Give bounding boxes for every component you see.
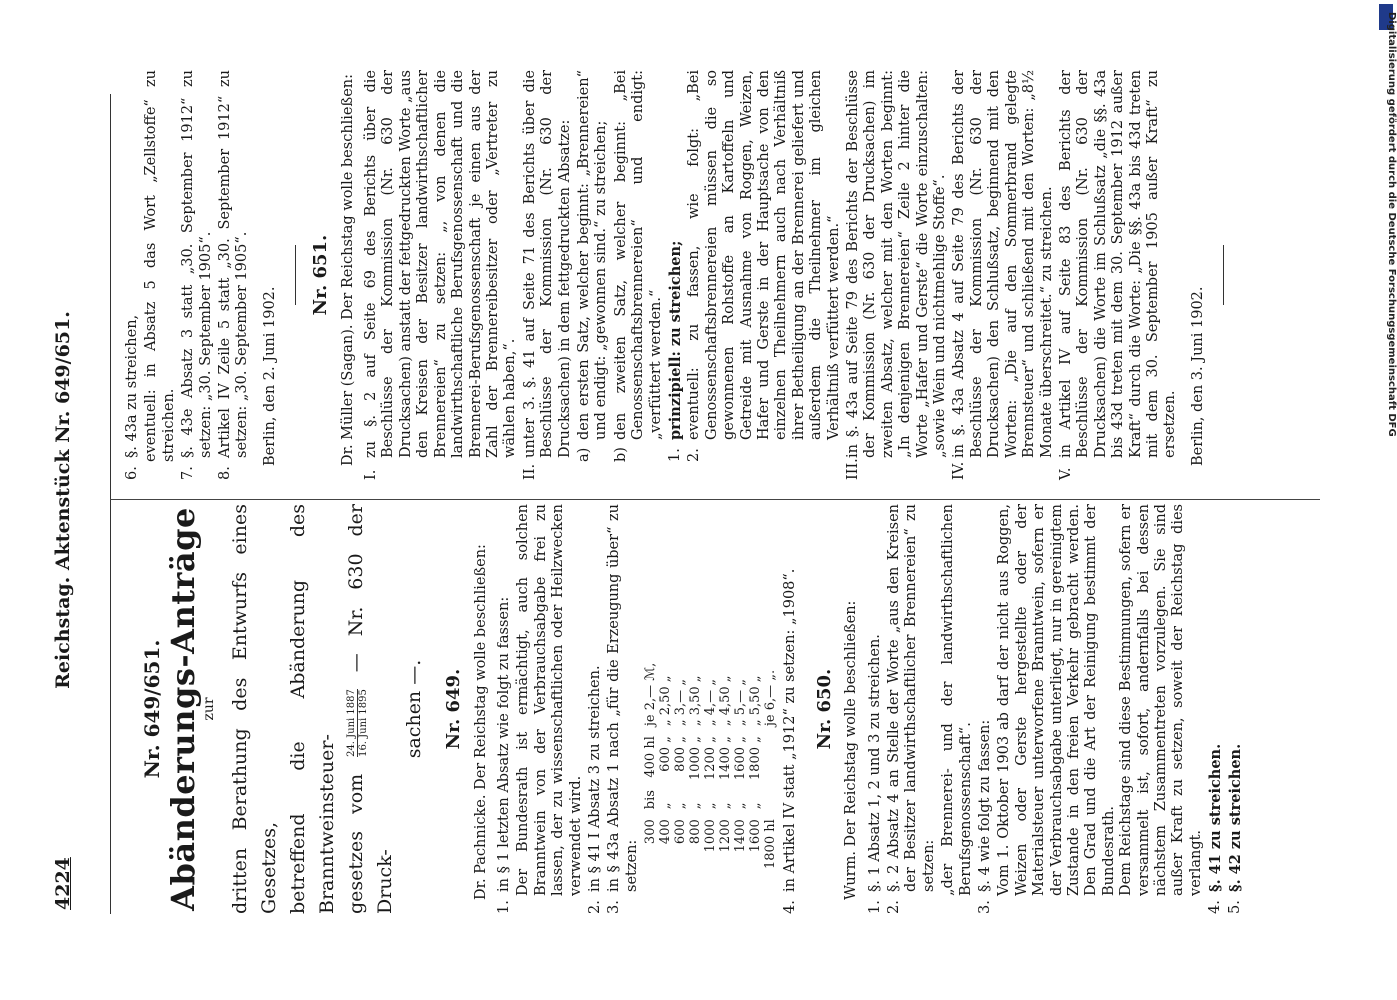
list-item: 1. §. 1 Absatz 1, 2 und 3 zu streichen. [866, 634, 883, 914]
motion-649: Dr. Pachnicke. Der Reichstag wolle beschließen: [472, 544, 489, 900]
date-line: Berlin, den 2. Juni 1902. [261, 286, 278, 466]
quote-block: „der Brennerei- und der landwirthschaftlichen Berufsgenossenschaft“. [940, 504, 974, 896]
list-item: 8. Artikel IV Zeile 5 statt „30. September 1912“ zu setzen: „30. September 1905“. [217, 70, 251, 480]
date-top: 24. Juni 1887 [345, 689, 357, 757]
list-item: b) den zweiten Satz, welcher beginnt: „Bei Genossenschaftsbrennereien“ und endigt: „verfüttert werden.“ [612, 70, 664, 462]
quote-block: Der Bundesrath ist ermächtigt, auch solchen Branntwein von der Verbrauchsabgabe frei zu lassen, der zu wissenschaftlichen oder Heilzwecken verwendet wird. [515, 504, 584, 896]
list-item: 3. §. 4 wie folgt zu fassen: [976, 719, 993, 914]
header-rule [110, 94, 111, 914]
document-number: Nr. 649/651. [140, 639, 164, 779]
list-item: 2. in § 41 I Absatz 3 zu streichen. [587, 665, 604, 914]
motion-650: Wurm. Der Reichstag wolle beschließen: [843, 600, 860, 900]
table-row: 1600 „ 1800 „ „ 5,50 „ [748, 675, 764, 853]
table-row: 1200 „ 1400 „ „ 4,50 „ [718, 675, 734, 853]
intro-line-2: betreffend die Abänderung des Branntweinsteuer- [287, 504, 339, 914]
eventual-clause: eventuell: in Absatz 5 das Wort „Zellstoffe“ zu streichen. [143, 70, 177, 462]
dfg-text: DFG [1386, 413, 1397, 437]
list-item: 3. in § 43a Absatz 1 nach „für die Erzeugung über“ zu setzen: [606, 504, 640, 914]
quote-block: Dem Reichstage sind diese Bestimmungen, sofern er versammelt ist, sofort, andernfalls bei dessen nächstem Zusammentreten vorzulegen. Sie sind außer Kraft zu setzen, soweit der Reichstag dies verlangt. [1118, 504, 1204, 896]
credit-text: Digitalisierung gefördert durch die Deutsche Forschungsgemeinschaft [1386, 12, 1397, 410]
intro-text [226, 504, 429, 914]
column-divider [110, 499, 1320, 500]
date-line: Berlin, den 3. Juni 1902. [1189, 286, 1206, 466]
intro-line-4: sachen —. [403, 659, 426, 759]
page-number: 4224 [52, 857, 74, 910]
right-column [122, 70, 1240, 480]
law-dates [346, 689, 369, 757]
table-row: 400 „ 600 „ „ 2,50 „ [658, 675, 674, 845]
list-item: a) den ersten Satz, welcher beginnt: „Brennereien“ und endigt: „gewonnen sind.“ zu streichen; [575, 70, 610, 462]
separator [295, 245, 296, 305]
list-item: 2. eventuell: zu fassen, wie folgt: „Bei Genossenschaftsbrennereien müssen die so gewonnenen Rohstoffe an Kartoffeln und Getreide mit Ausnahme von Roggen, Weizen, Hafer und Gerste in der Hauptsache von den einzelnen Theilnehmern auch nach Verhältniß ihrer Betheiligung an der Brennerei geliefert und außerdem die Theilnehmer im gleichen Verhältniß verfüttert werden.“ [686, 70, 842, 462]
list-item: II. unter 3. §. 41 auf Seite 71 des Berichts über die Beschlüsse der Kommission (Nr. 630 der Drucksachen) in dem fettgedruckten Absatze: [521, 70, 573, 480]
table-row: 1800 hl je 6,— „. [763, 669, 779, 869]
intro-line-1: dritten Berathung des Entwurfs eines Gesetzes, [229, 504, 281, 914]
table-row: 1400 „ 1600 „ „ 5,— „ [733, 679, 749, 853]
list-item: 4. §. 41 zu streichen. [1207, 743, 1225, 914]
list-item: 7. §. 43e Absatz 3 statt „30. September 1912“ zu setzen: „30. September 1905“. [180, 70, 214, 480]
section-heading-651: Nr. 651. [310, 234, 332, 316]
list-item: 1. in § 1 letzten Absatz wie folgt zu fassen: [496, 596, 513, 914]
digitization-sidebar [1375, 0, 1397, 1000]
separator [1223, 245, 1224, 305]
table-row: 800 „ 1000 „ „ 3,50 „ [688, 675, 704, 845]
list-item: 1. prinzipiell: zu streichen; [666, 240, 684, 462]
running-title: Reichstag. Aktenstück Nr. 649/651. [52, 311, 74, 689]
page-header [20, 0, 80, 1000]
section-heading-649: Nr. 649. [443, 668, 465, 750]
list-item: 2. §. 2 Absatz 4 an Stelle der Worte „aus den Kreisen der Besitzer landwirthschaftlicher Brennereien“ zu setzen: [885, 504, 937, 914]
list-item: 6. §. 43a zu streichen, [124, 314, 140, 480]
list-item: I. zu §. 2 auf Seite 69 des Berichts über die Beschlüsse der Kommission (Nr. 630 der Drucksachen) anstatt der fettgedruckten Worte „aus den Kreisen der Besitzer landwirthschaftlicher Brennereien“ zu setzen: „, von denen die landwirthschaftliche Berufsgenossenschaft und die Brennerei-Berufsgenossenschaft je einen aus der Zahl der Brennereibesitzer oder „Vertreter zu wählen haben,“. [363, 70, 519, 480]
digitization-credit [1375, 12, 1397, 972]
list-item: III. in §. 43a auf Seite 79 des Berichts der Beschlüsse der Kommission (Nr. 630 der Drucksachen) im zweiten Absatz, welcher mit den Worten beginnt: „In denjenigen Brennereien“ Zeile 2 hinter die Worte „Hafer und Gerste“ die Worte einzuschalten: „sowie Wein und nichtmehlige Stoffe“. [845, 70, 949, 480]
date-bottom: 16. Juni 1895 [357, 689, 369, 757]
list-item: 5. §. 42 zu streichen. [1226, 743, 1244, 914]
table-row: 1000 „ 1200 „ „ 4,— „ [703, 679, 719, 853]
intro-line-3: gesetzes vom 24. Juni 1887 16. Juni 1895 — Nr. 630 der Druck- [345, 504, 397, 914]
list-item: V. in Artikel IV auf Seite 83 des Berichts der Beschlüsse der Kommission (Nr. 630 der Drucksachen) die Worte im Schlußsatz „die §§. 43a bis 43d treten mit dem 30. September 1912 außer Kraft“ durch die Worte: „Die §§. 43a bis 43d treten mit dem 30. September 1905 außer Kraft“ zu ersetzen. [1057, 70, 1179, 480]
list-item: 4. in Artikel IV statt „1912“ zu setzen: „1908“. [782, 568, 799, 914]
table-row: 300 bis 400 hl je 2,— ℳ, [643, 662, 659, 845]
rates-table [643, 658, 778, 874]
zur-word: zur [200, 697, 217, 721]
list-item: IV. in §. 43a Absatz 4 auf Seite 79 des Berichts der Beschlüsse der Kommission (Nr. 630 der Drucksachen) den Schlußsatz, beginnend mit den Worten: „Die auf den Sommerbrand gelegte Brennsteuer“ und schließend mit den Worten: „8½ Monate überschreitet.“ zu streichen. [951, 70, 1055, 480]
table-row: 600 „ 800 „ „ 3,— „ [673, 679, 689, 845]
motion-651: Dr. Müller (Sagan). Der Reichstag wolle beschließen: [339, 73, 356, 466]
quote-block: Vom 1. Oktober 1903 ab darf der nicht aus Roggen, Weizen oder Gerste hergestellte oder der Materialsteuer unterworfene Branntwein, sofern er der Verbrauchsabgabe unterliegt, nur in gereinigtem Zustande in den freien Verkehr gebracht werden. Den Grad und die Art der Reinigung bestimmt der Bundesrath. [996, 504, 1117, 896]
left-column [122, 504, 1246, 914]
section-heading-650: Nr. 650. [813, 668, 835, 750]
document-title: Abänderungs-Anträge [164, 507, 203, 911]
